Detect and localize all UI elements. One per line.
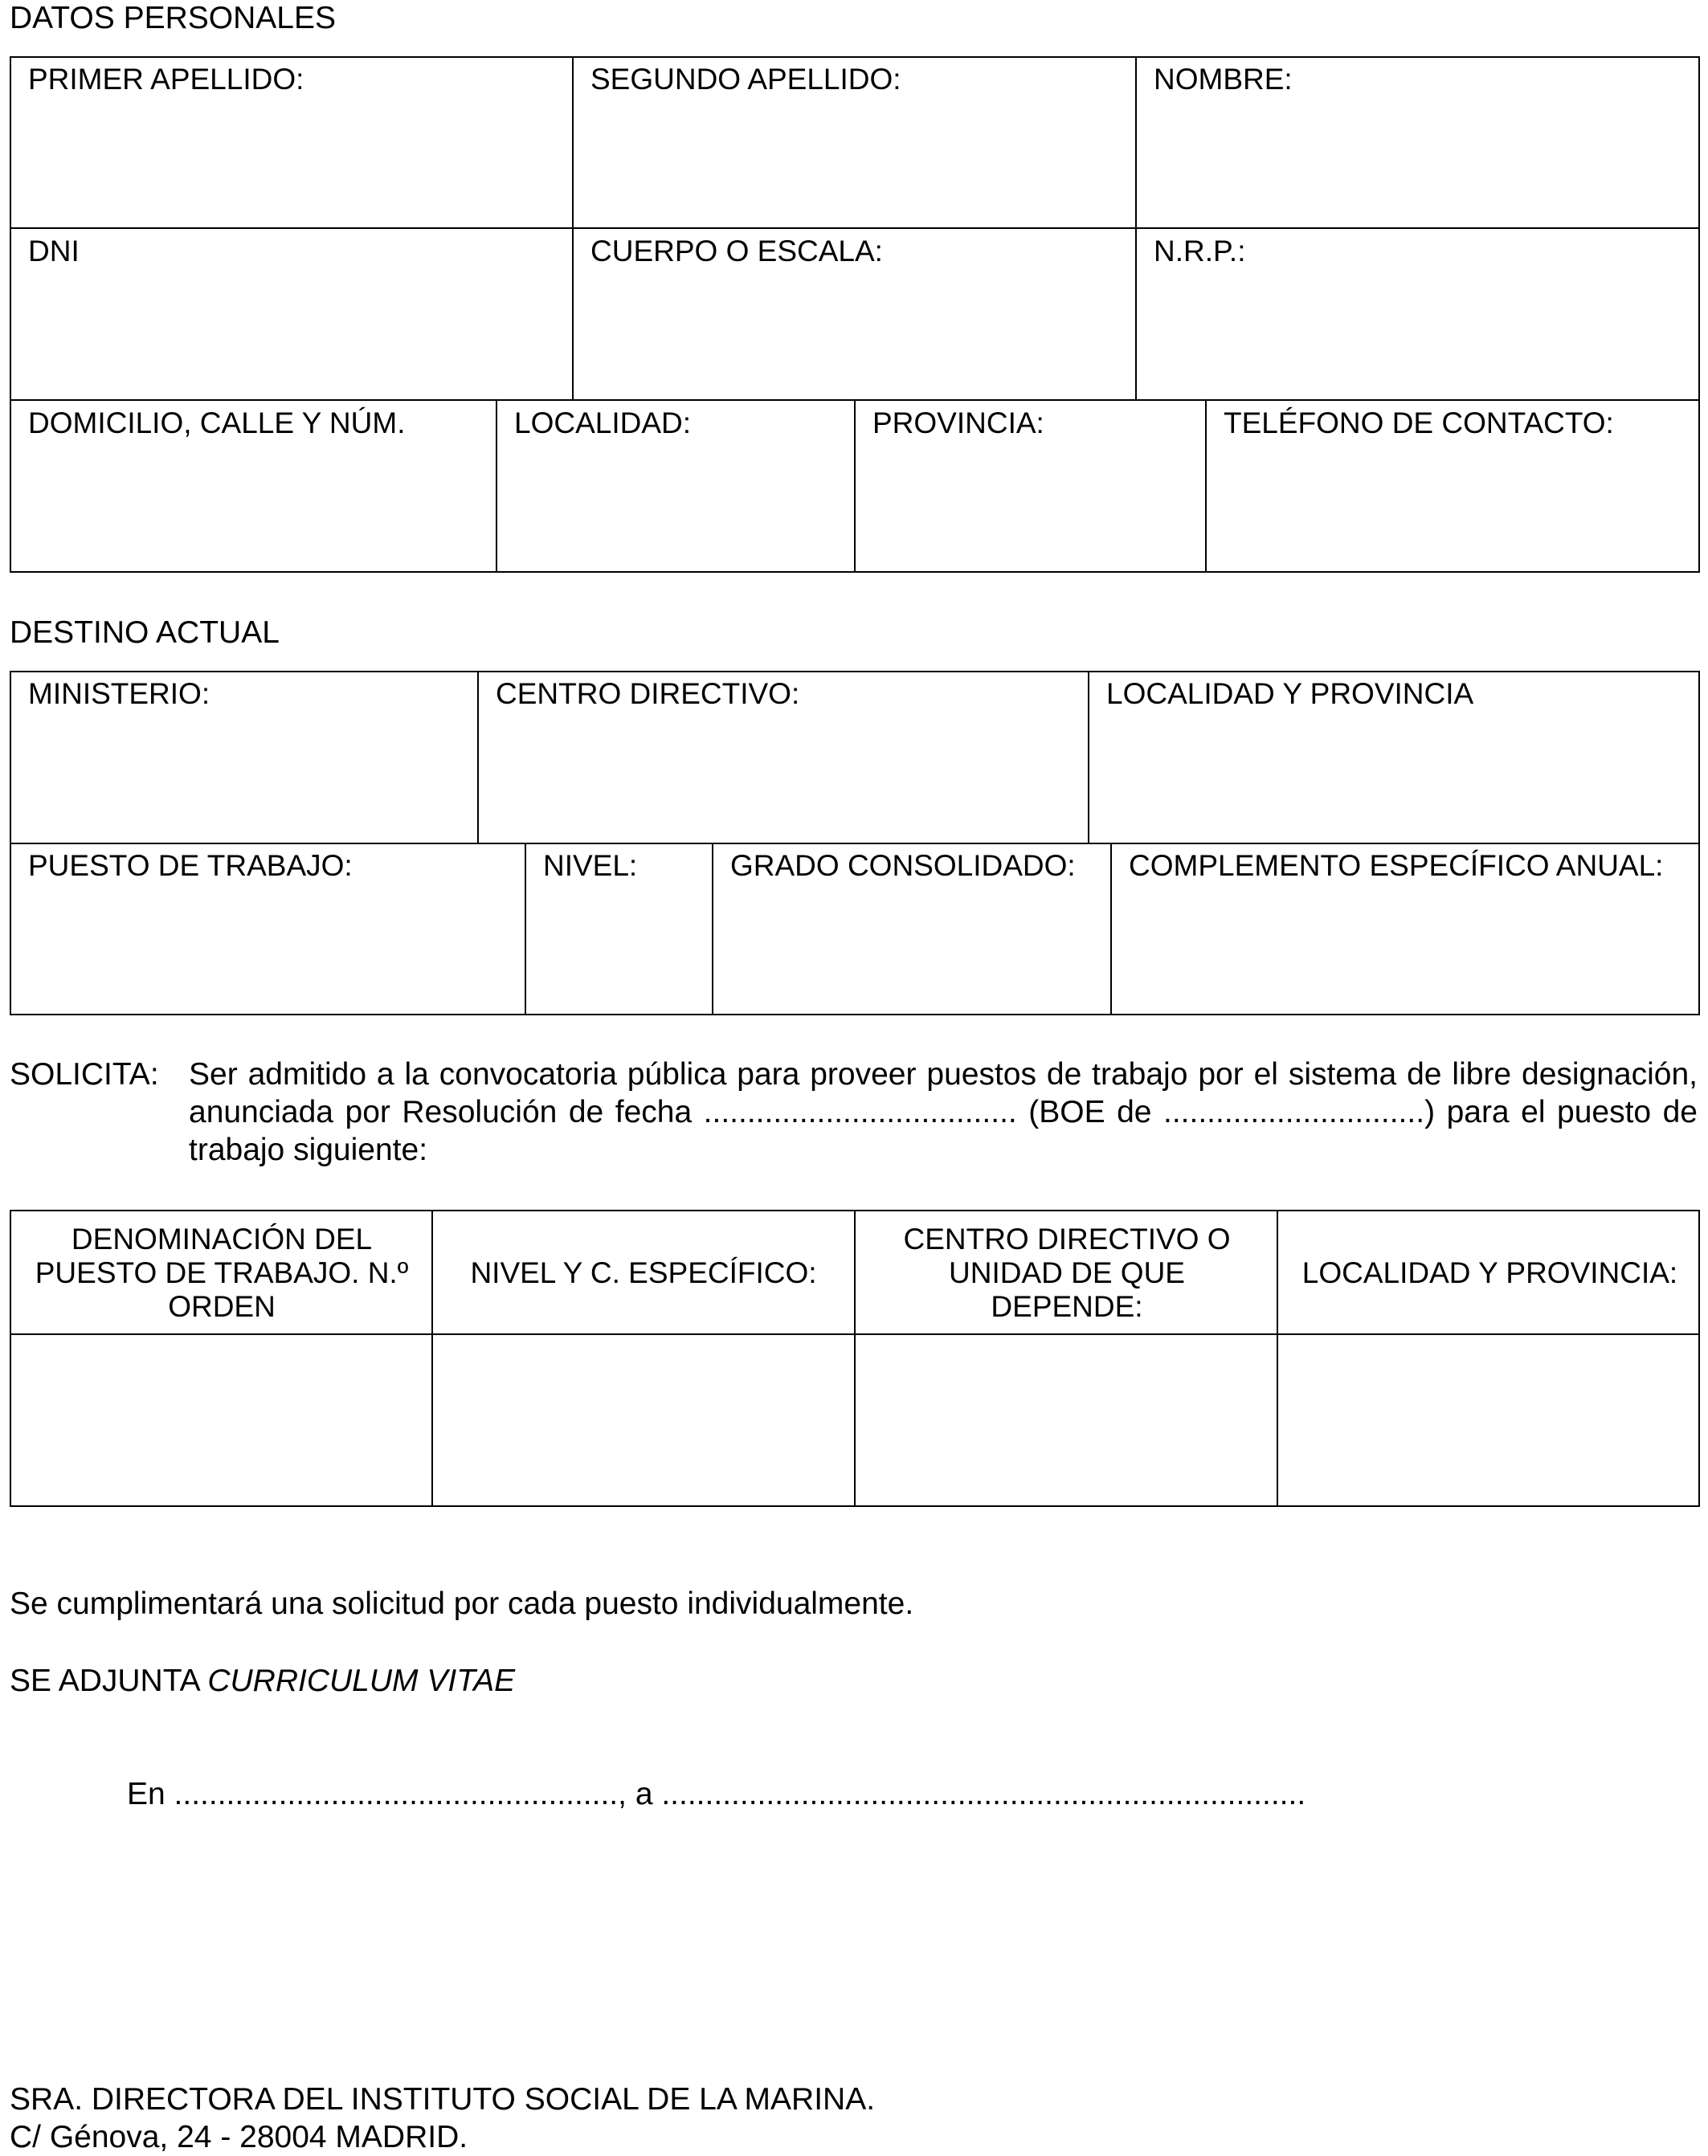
puesto-trabajo-field[interactable]: PUESTO DE TRABAJO: (28, 849, 353, 882)
column-divider (431, 1210, 433, 1507)
nivel-field[interactable]: NIVEL: (543, 849, 638, 882)
centro-directivo-field[interactable]: CENTRO DIRECTIVO: (496, 677, 800, 710)
ministerio-field[interactable]: MINISTERIO: (28, 677, 210, 710)
addressee-line2: C/ Génova, 24 - 28004 MADRID. (10, 2120, 468, 2154)
row-divider (10, 843, 1700, 844)
segundo-apellido-field[interactable]: SEGUNDO APELLIDO: (590, 63, 901, 96)
primer-apellido-field[interactable]: PRIMER APELLIDO: (28, 63, 304, 96)
domicilio-field[interactable]: DOMICILIO, CALLE Y NÚM. (28, 406, 406, 439)
column-divider (477, 671, 479, 843)
attach-prefix: SE ADJUNTA (10, 1664, 208, 1698)
provincia-field[interactable]: PROVINCIA: (872, 406, 1044, 439)
nombre-field[interactable]: NOMBRE: (1154, 63, 1293, 96)
column-divider (572, 56, 574, 400)
column-divider (1110, 843, 1112, 1015)
localidad-provincia-field[interactable]: LOCALIDAD Y PROVINCIA (1106, 677, 1474, 710)
table-cell-nivel[interactable] (434, 1336, 853, 1505)
nrp-field[interactable]: N.R.P.: (1154, 235, 1246, 267)
table-cell-denominacion[interactable] (11, 1336, 431, 1505)
column-divider (496, 399, 497, 573)
telefono-field[interactable]: TELÉFONO DE CONTACTO: (1224, 406, 1614, 439)
attach-note (10, 1662, 515, 1700)
column-divider (854, 399, 856, 573)
grado-consolidado-field[interactable]: GRADO CONSOLIDADO: (730, 849, 1076, 882)
addressee-line1: SRA. DIRECTORA DEL INSTITUTO SOCIAL DE LA MARINA. (10, 2082, 876, 2117)
column-divider (1205, 399, 1207, 573)
cuerpo-escala-field[interactable]: CUERPO O ESCALA: (590, 235, 883, 267)
curriculum-vitae: CURRICULUM VITAE (207, 1664, 516, 1698)
table-cell-centro[interactable] (856, 1336, 1276, 1505)
personal-section-title: DATOS PERSONALES (10, 1, 337, 35)
signature-place-date: En ..................................................., a .......................................................................... (127, 1777, 1306, 1811)
column-divider (525, 843, 526, 1015)
localidad-field[interactable]: LOCALIDAD: (514, 406, 692, 439)
solicita-text: Ser admitido a la convocatoria pública para proveer puestos de trabajo por el sistema de libre designación, anunciada por Resolución de fecha .................................... (BOE de ..............................) para el puesto de trabajo siguiente: (189, 1057, 1698, 1167)
row-divider (10, 227, 1700, 229)
one-per-post-note: Se cumplimentará una solicitud por cada puesto individualmente. (10, 1586, 914, 1621)
column-divider (1277, 1210, 1278, 1507)
solicita-label: SOLICITA: (10, 1057, 159, 1092)
column-divider (854, 1210, 856, 1507)
table-header-localidad: LOCALIDAD Y PROVINCIA: (1301, 1256, 1678, 1289)
column-divider (1088, 671, 1089, 843)
table-header-nivel: NIVEL Y C. ESPECÍFICO: (470, 1256, 817, 1289)
column-divider (712, 843, 713, 1015)
dni-field[interactable]: DNI (28, 235, 80, 267)
table-header-denominacion: DENOMINACIÓN DEL PUESTO DE TRABAJO. N.º ORDEN (35, 1222, 409, 1323)
table-cell-localidad[interactable] (1279, 1336, 1698, 1505)
complemento-especifico-field[interactable]: COMPLEMENTO ESPECÍFICO ANUAL: (1129, 849, 1664, 882)
table-header-centro: CENTRO DIRECTIVO O UNIDAD DE QUE DEPENDE: (903, 1222, 1231, 1323)
destino-section-title: DESTINO ACTUAL (10, 615, 280, 650)
column-divider (1135, 56, 1137, 400)
